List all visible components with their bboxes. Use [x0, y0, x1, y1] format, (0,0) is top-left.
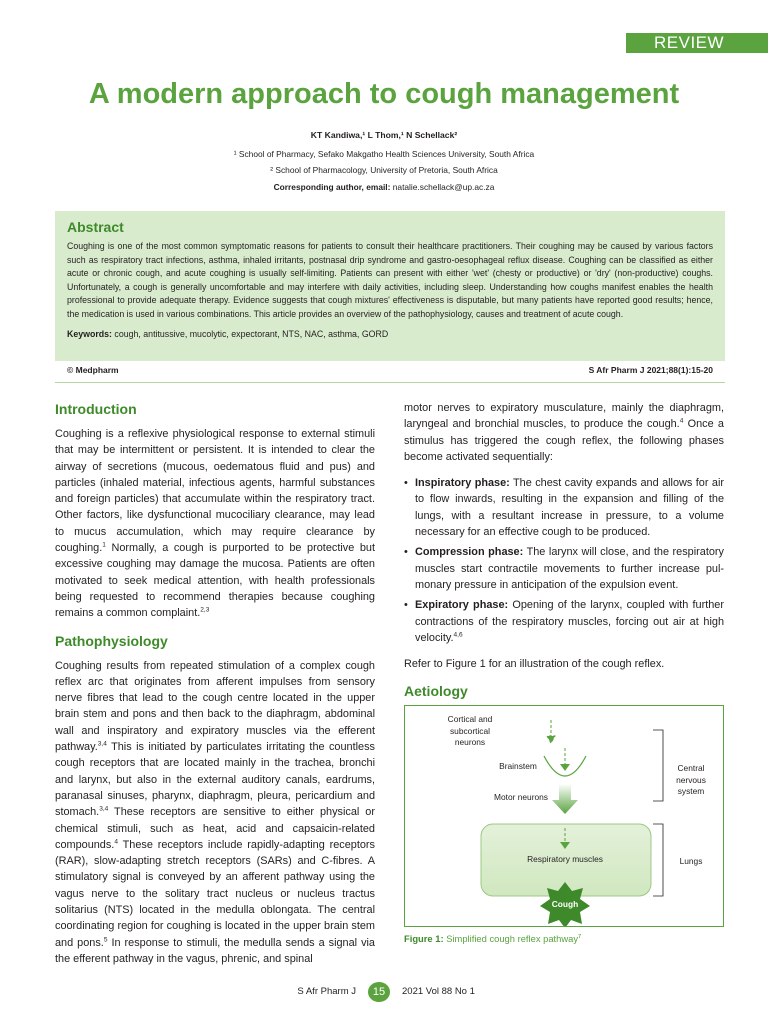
abstract-heading: Abstract: [67, 219, 124, 235]
abstract-text: Coughing is one of the most common symptomatic reasons for patients to consult their healthcare practitioners. Their coughing may be caused by various factors such as respiratory tract infections, asthma, inhaled irritants, postnasal drip syndrome and gastro-oesophageal reflux disease. Coughing can be classified as either acute or chronic cough, and acute coughing is usually self-limiting. Patients can present with either 'wet' (chesty or productive) or 'dry' (non-productive) coughs. Unfortunately, a cough is generally uncomfortable and may interfere with daily activities, including sleep. Understanding how coughs manifest enables the health professional to provide adequate therapy. Evidence suggests that cough mixtures' effectiveness is disputable, but many patients have reported good results; hence, the medication is used in various combinations. This article provides an overview of the pathophysiology, causes and treatment of acute cough.: [67, 241, 713, 319]
column-left: [55, 400, 375, 977]
label-brainstem: Brainstem: [499, 761, 537, 771]
corresponding-email[interactable]: natalie.schellack@up.ac.za: [392, 182, 495, 192]
footer-journal: S Afr Pharm J: [297, 986, 356, 997]
ref: 2,3: [200, 606, 210, 614]
cough-reflex-figure: [404, 705, 724, 927]
phase-item: • Compression phase: The larynx will close, and the respiratory muscles start contractile movements to further increase pul-monary pressure in anticipation of the expulsion event.: [415, 544, 724, 593]
ref: 4: [114, 838, 118, 846]
divider: [55, 382, 725, 383]
page-number: 15: [368, 982, 390, 1002]
label-motor-neurons: Motor neurons: [494, 792, 548, 802]
phase-item: • Inspiratory phase: The chest cavity expands and allows for air to flow inwards, resulting in the expansion and filling of the lungs, with a resultant increase in pressure, to a volume necessary for an effective cough to be produced.: [415, 475, 724, 540]
phase-list: [404, 475, 724, 646]
keywords: [67, 328, 713, 342]
lungs-bracket: [653, 824, 663, 896]
article-title: A modern approach to cough management: [88, 78, 680, 110]
ref: 3,4: [97, 740, 107, 748]
citation: S Afr Pharm J 2021;88(1):15-20: [588, 365, 713, 375]
column-right: [404, 400, 724, 708]
brainstem-arrowhead: [560, 764, 570, 771]
figure-caption: Figure 1: Simplified cough reflex pathway$^7$: [404, 933, 582, 944]
pathophysiology-paragraph: Coughing results from repeated stimulation of a complex cough reflex arc that originates from afferent impulses from sensory nerve fibres that lead to the cough centre located in the upper brain stem and pons and then back to the diaphragm, abdominal wall and inspiratory and expiratory muscles via the efferent pathway.$^{3,4}$ This is initiated by particulates irritating the countless cough receptors that are located mainly in the trachea, bronchi and larynx, but also in the external auditory canals, eardrums, paranasal sinuses, pharynx, diaphragm, pleura, pericardium and stomach.$^{3,4}$ These receptors are sensitive to either physical or chemical stimuli, such as heat, acid and capsaicin-related compounds.$^4$ These receptors include rapidly-adapting receptors (RAR), slow-adapting stretch receptors (SARs) and C-fibres. A stimulatory signal is conveyed by an afferent pathway using the vagus nerve to the solitary tract nucleus or nucleus tractus solitarius (NTS) located in the medulla oblongata. The central coordinating region for coughing is located in the upper brain stem and pons.$^5$ In response to stimuli, the medulla sends a signal via the efferent pathway in the vagus, phrenic, and spinal: [55, 659, 375, 965]
label-lungs: Lungs: [679, 856, 703, 866]
abstract-box: [55, 211, 725, 361]
affiliation-1: ¹ School of Pharmacy, Sefako Makgatho Health Sciences University, South Africa: [233, 149, 535, 159]
footer-issue: 2021 Vol 88 No 1: [402, 986, 475, 997]
ref: 5: [103, 935, 108, 943]
label-cortical: Cortical and subcortical neurons: [447, 714, 493, 747]
introduction-paragraph: Coughing is a reflexive physiological response to external stimuli that may be intermittent or persistent. It is intended to clear the airway of secretions (mucous, oedematous fluid and pus) and particles (inhaled material, infectious agents, harmful substances and foreign particles) that accumulate within the respiratory tract. Other factors, like dysfunctional mucociliary clearance, may lead to mucus accumulation, which may require clearance by coughing.$^1$ Normally, a cough is purported to be protective but excessive coughing may damage the mucosa. Patients are often motivated to seek medical attention, with health professionals being requested to recommend therapies because coughing remains a common complaint.$^{2,3}$: [55, 428, 375, 620]
pathophysiology-heading: Pathophysiology: [55, 632, 168, 649]
label-cns: Central nervous system: [676, 763, 706, 796]
keywords-label: Keywords:: [67, 328, 112, 339]
figure-reference: Refer to Figure 1 for an illustration of the cough reflex.: [404, 658, 665, 671]
section-tab: REVIEW: [626, 33, 768, 53]
phase-item: • Expiratory phase: Opening of the larynx, coupled with further contractions of the respiratory muscles, forcing out air at high velocity.$^{4,6}$: [415, 597, 724, 646]
ref: 3,4: [99, 805, 109, 813]
affiliation-2: ² School of Pharmacology, University of Pretoria, South Africa: [270, 165, 498, 175]
cns-bracket: [653, 730, 663, 801]
introduction-heading: Introduction: [55, 401, 137, 417]
author-list: KT Kandiwa,¹ L Thom,¹ N Schellack²: [310, 130, 458, 140]
copyright: © Medpharm: [67, 365, 119, 375]
mechanism-paragraph: motor nerves to expiratory musculature, mainly the diaphragm, laryngeal and bronchial muscles, to produce the cough.$^4$ Once a stimulus has triggered the cough reflex, the following phases become activated sequentially:: [404, 402, 724, 463]
cortical-arrow: [547, 720, 555, 743]
aetiology-heading: Aetiology: [404, 683, 468, 700]
label-cough: Cough: [551, 899, 579, 909]
label-respiratory-muscles: Respiratory muscles: [527, 854, 603, 864]
ref: 4: [679, 417, 684, 425]
abstract-footer: [55, 365, 725, 379]
corresponding-author: [0, 182, 768, 192]
ref: 1: [102, 541, 106, 549]
page-footer: [0, 982, 768, 1002]
corresponding-label: Corresponding author, email:: [273, 182, 391, 192]
keywords-text: cough, antitussive, mucolytic, expectorant, NTS, NAC, asthma, GORD: [111, 328, 389, 339]
